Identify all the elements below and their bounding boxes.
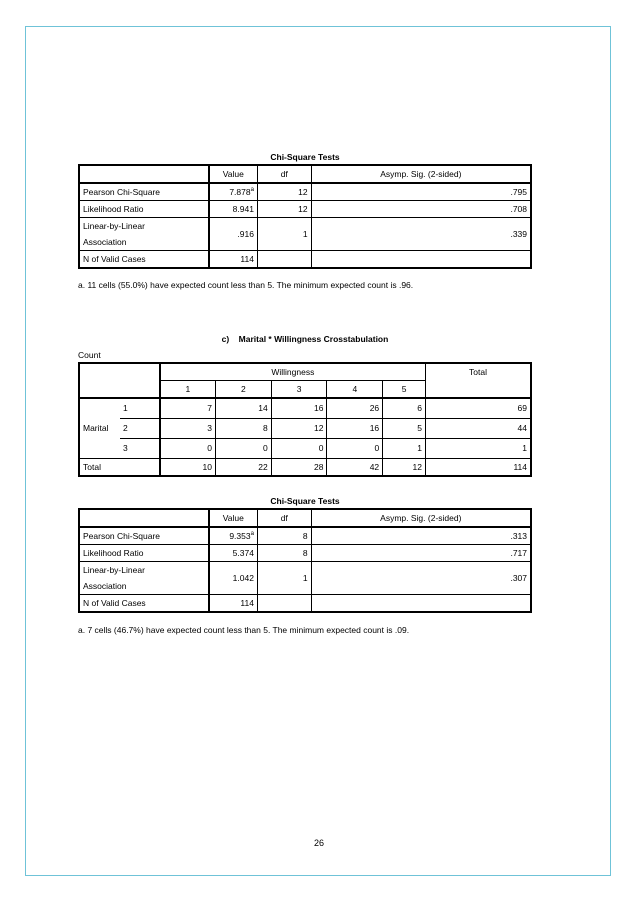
cell-total: 114 <box>425 458 531 476</box>
footnote-2: a. 7 cells (46.7%) have expected count less than 5. The minimum expected count is .09. <box>78 625 410 635</box>
cell-sig: .313 <box>311 527 531 545</box>
cell-sig <box>311 595 531 613</box>
table-row <box>79 218 531 251</box>
table-row <box>79 562 531 595</box>
table-row <box>79 183 531 201</box>
cell-total: 69 <box>425 398 531 418</box>
cell-sig: .717 <box>311 545 531 562</box>
header-blank <box>79 509 209 527</box>
cell-df: 12 <box>257 201 311 218</box>
col-header: 3 <box>271 381 327 399</box>
willingness-header: Willingness <box>160 363 426 381</box>
footnote-1: a. 11 cells (55.0%) have expected count less than 5. The minimum expected count is .96. <box>78 280 414 290</box>
cell-count: 6 <box>383 398 426 418</box>
page-number: 26 <box>313 838 324 848</box>
chi-square-table-1 <box>78 164 532 269</box>
total-header: Total <box>425 363 531 398</box>
header-value: Value <box>209 509 258 527</box>
cell-sig <box>311 251 531 269</box>
cell-value: 9.353$^a$ <box>209 527 258 545</box>
table-row <box>79 201 531 218</box>
cell-value: 114 <box>209 251 258 269</box>
cell-value: 5.374 <box>209 545 258 562</box>
header-sig: Asymp. Sig. (2-sided) <box>311 165 531 183</box>
table-row <box>79 251 531 269</box>
cell-count: 10 <box>160 458 216 476</box>
row-label: Linear-by-Linear Association <box>79 218 209 251</box>
cell-count: 16 <box>327 418 383 438</box>
table-row <box>79 418 531 438</box>
cell-value: .916 <box>209 218 258 251</box>
cell-df: 8 <box>257 527 311 545</box>
cell-count: 16 <box>271 398 327 418</box>
cell-count: 42 <box>327 458 383 476</box>
cell-value: 114 <box>209 595 258 613</box>
total-row <box>79 458 531 476</box>
chi-square-title-2: Chi-Square Tests <box>270 496 340 506</box>
header-sig: Asymp. Sig. (2-sided) <box>311 509 531 527</box>
col-header: 2 <box>215 381 271 399</box>
cell-df: 12 <box>257 183 311 201</box>
table-row <box>79 545 531 562</box>
cell-value: 8.941 <box>209 201 258 218</box>
cell-count: 5 <box>383 418 426 438</box>
cell-count: 28 <box>271 458 327 476</box>
row-label: Likelihood Ratio <box>79 545 209 562</box>
header-df: df <box>257 509 311 527</box>
cell-sig: .307 <box>311 562 531 595</box>
cell-df: 1 <box>257 562 311 595</box>
cell-count: 8 <box>215 418 271 438</box>
cell-value: 1.042 <box>209 562 258 595</box>
count-label: Count <box>78 350 101 360</box>
cell-df: 8 <box>257 545 311 562</box>
cell-count: 7 <box>160 398 216 418</box>
chi-square-title-1: Chi-Square Tests <box>270 152 340 162</box>
cell-count: 1 <box>383 438 426 458</box>
row-label: Likelihood Ratio <box>79 201 209 218</box>
cell-count: 3 <box>160 418 216 438</box>
col-header: 4 <box>327 381 383 399</box>
cell-count: 26 <box>327 398 383 418</box>
cell-count: 0 <box>215 438 271 458</box>
col-header: 1 <box>160 381 216 399</box>
cell-sig: .795 <box>311 183 531 201</box>
cell-count: 12 <box>271 418 327 438</box>
cell-df <box>257 595 311 613</box>
cell-count: 12 <box>383 458 426 476</box>
table-row <box>79 595 531 613</box>
cell-total: 44 <box>425 418 531 438</box>
chi-square-table-2 <box>78 508 532 613</box>
header-blank <box>79 165 209 183</box>
table-row <box>79 527 531 545</box>
row-category: 1 <box>120 398 160 418</box>
cell-count: 14 <box>215 398 271 418</box>
cell-value: 7.878$^a$ <box>209 183 258 201</box>
col-header: 5 <box>383 381 426 399</box>
row-label: Linear-by-Linear Association <box>79 562 209 595</box>
cell-count: 0 <box>271 438 327 458</box>
cell-count: 0 <box>160 438 216 458</box>
cell-df: 1 <box>257 218 311 251</box>
cell-sig: .708 <box>311 201 531 218</box>
row-category: 2 <box>120 418 160 438</box>
row-label: Pearson Chi-Square <box>79 527 209 545</box>
crosstab-table <box>78 362 532 477</box>
row-category: 3 <box>120 438 160 458</box>
total-row-label: Total <box>79 458 160 476</box>
cell-sig: .339 <box>311 218 531 251</box>
cell-df <box>257 251 311 269</box>
row-label: N of Valid Cases <box>79 251 209 269</box>
row-label: N of Valid Cases <box>79 595 209 613</box>
cell-count: 22 <box>215 458 271 476</box>
header-df: df <box>257 165 311 183</box>
header-value: Value <box>209 165 258 183</box>
corner-blank <box>79 363 160 398</box>
row-label: Pearson Chi-Square <box>79 183 209 201</box>
table-row <box>79 398 531 418</box>
cell-total: 1 <box>425 438 531 458</box>
table-row <box>79 438 531 458</box>
crosstab-title: c) Marital * Willingness Crosstabulation <box>221 334 389 344</box>
cell-count: 0 <box>327 438 383 458</box>
row-variable-label: Marital <box>79 398 120 458</box>
